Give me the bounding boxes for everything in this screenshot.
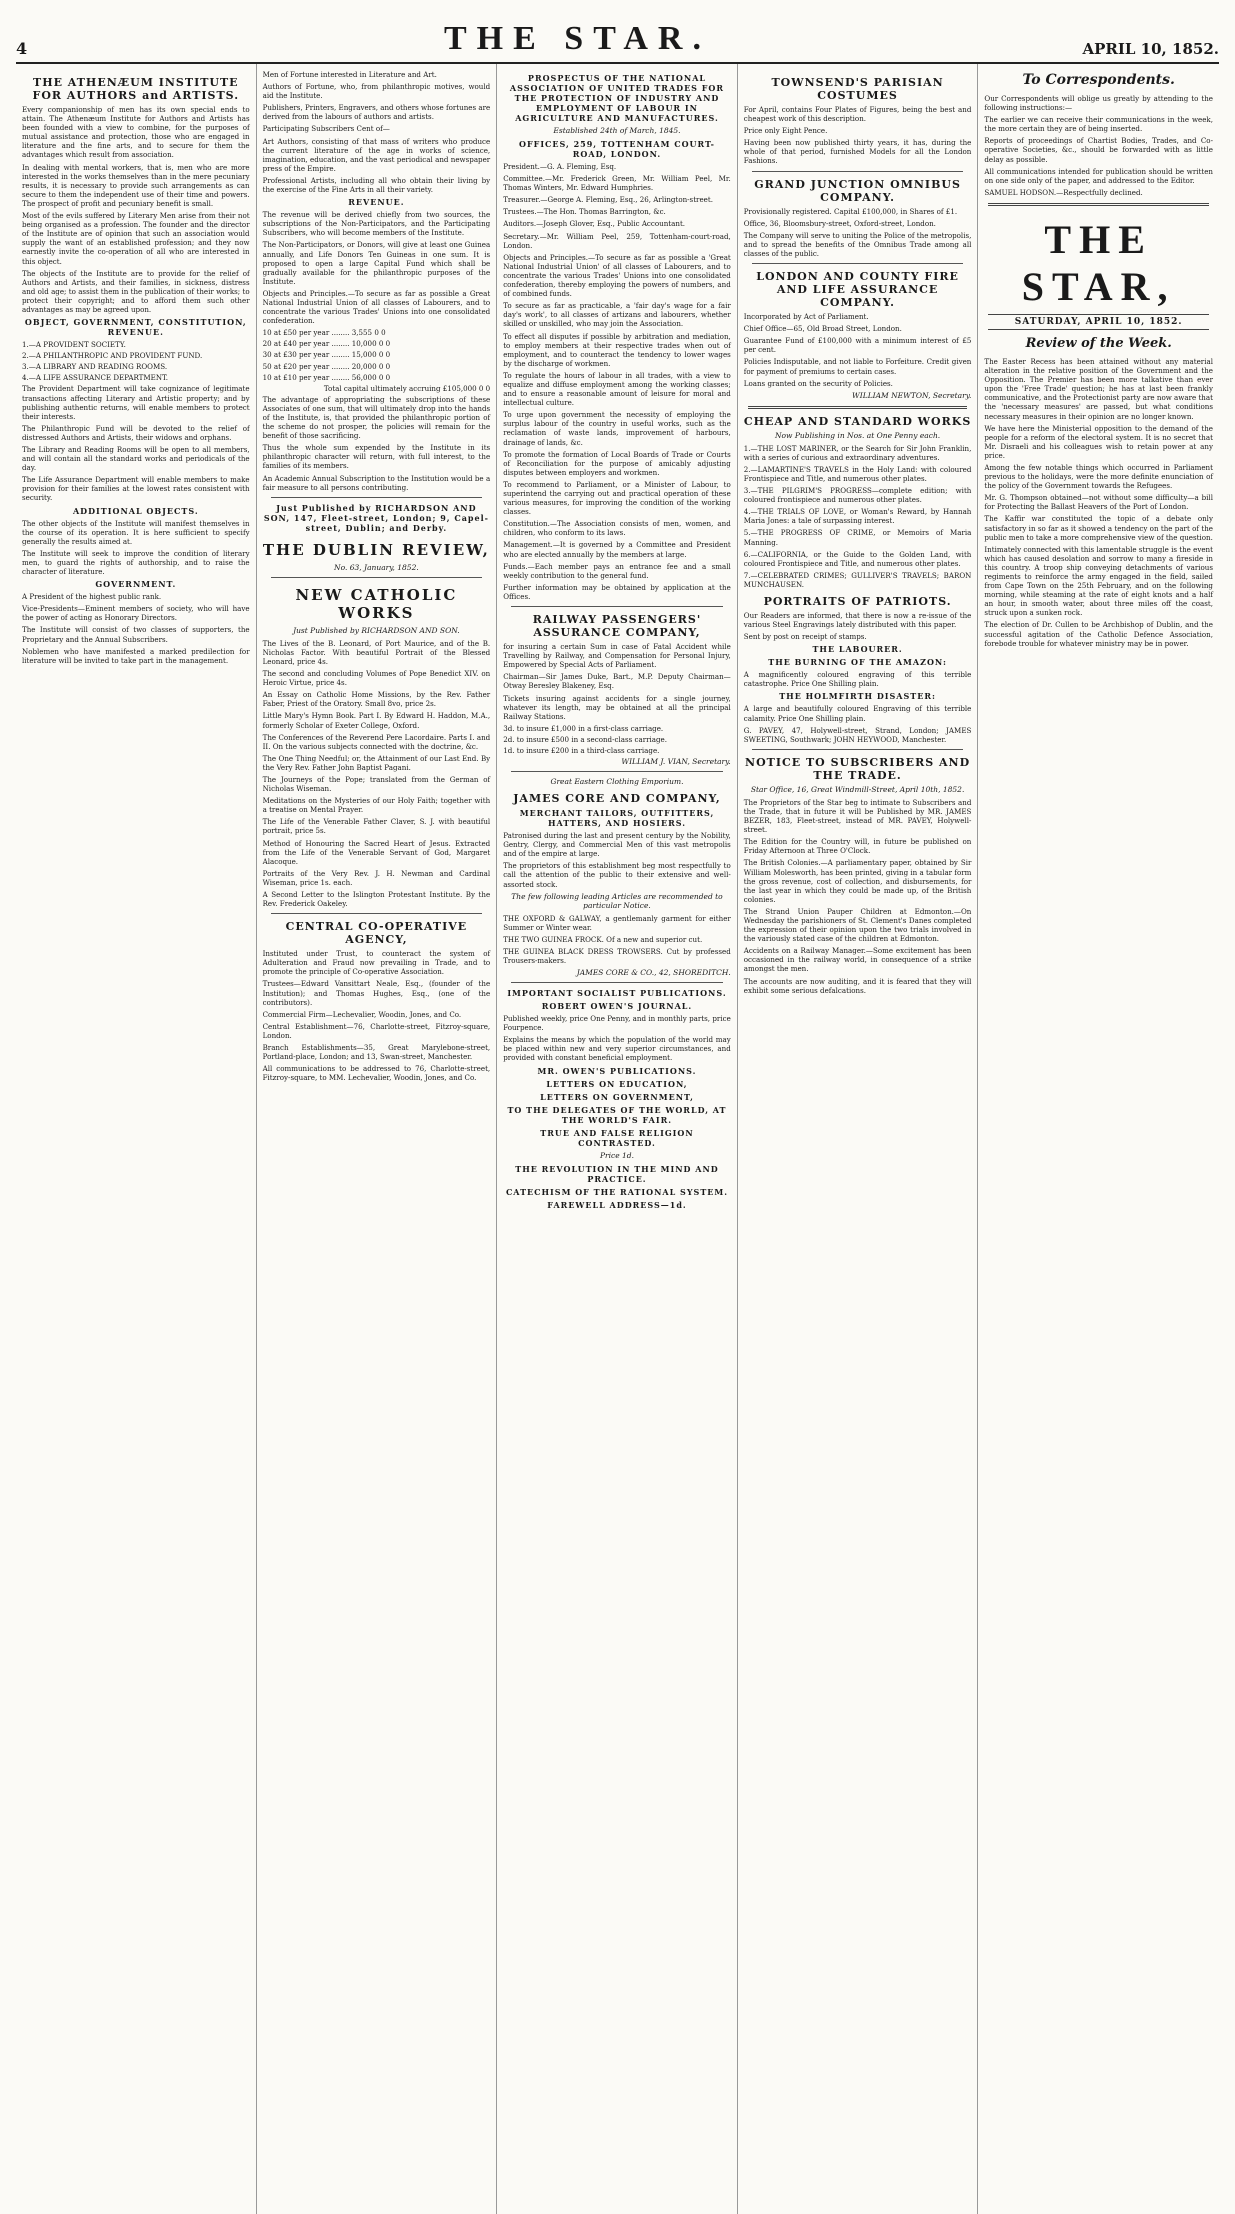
holmfirth-heading: THE HOLMFIRTH DISASTER:	[779, 691, 936, 702]
prospectus-para: To secure as far as practicable, a 'fair day's wage for a fair day's work', to all classes of artizans and labourers, whether skilled or unskilled, who may join the Association.	[503, 301, 731, 329]
james-sub: MERCHANT TAILORS, OUTFITTERS, HATTERS, AND HOSIERS.	[519, 808, 715, 829]
portraits-para: Sent by post on receipt of stamps.	[743, 632, 867, 642]
london-para: Chief Office—65, Old Broad Street, London.	[743, 324, 902, 334]
review-para: The Easter Recess has been attained without any material alteration in the relative position of the Government and the Opposition. The Premier has been more talkative than ever upon the 'Free Trade' question; he has at last been frankly communicative, and the Protectionist party are now aware that the 'necessary measures' are passed, but what conditions necessary measures in their opinion are no longer known.	[984, 356, 1213, 421]
column-5	[978, 64, 1219, 2214]
cheap-item: 2.—LAMARTINE'S TRAVELS in the Holy Land: with coloured Frontispiece and Title, and numerous other plates.	[743, 464, 972, 483]
catholic-item: The Life of the Venerable Father Claver, S. J. with beautiful portrait, price 5s.	[262, 817, 491, 836]
catholic-heading: NEW CATHOLIC WORKS	[295, 585, 458, 622]
catholic-item: An Essay on Catholic Home Missions, by the Rev. Father Faber, Priest of the Oratory. Small 8vo, price 2s.	[262, 690, 491, 709]
revenue-para: The revenue will be derived chiefly from two sources, the subscriptions of the Non-Participators, and the Participating Subscribers, who will become members of the Institute.	[262, 210, 491, 238]
revenue-para: The Non-Participators, or Donors, will give at least one Guinea annually, and Life Donors Ten Guineas in one sum. It is proposed to open a large Capital Fund which shall be gradually available for the philanthropic purposes of the Institute.	[262, 240, 491, 286]
objects-para: The Philanthropic Fund will be devoted to the relief of distressed Authors and Artists, their widows and orphans.	[22, 423, 250, 442]
central-para: Commercial Firm—Lechevalier, Woodin, Jones, and Co.	[262, 1009, 462, 1019]
objects-para: The Provident Department will take cognizance of legitimate transactions affecting Literary and Artistic property; and by publishing authentic returns, will enable members to protect their interests.	[22, 384, 250, 421]
intro-para: Art Authors, consisting of that mass of writers who produce the current literature of the age in works of science, imagination, education, and the vast periodical and newspaper press of the Empire.	[262, 136, 491, 173]
benefits-para: Thus the whole sum expended by the Institute in its philanthropic character will return, with full interest, to the families of its members.	[262, 443, 491, 471]
townsend-para: For April, contains Four Plates of Figures, being the best and cheapest work of this description.	[743, 105, 972, 124]
star-title: THE STAR,	[1021, 216, 1176, 309]
correspondents-para: Reports of proceedings of Chartist Bodies, Trades, and Co-operative Societies, &c., should be forwarded with as little delay as possible.	[984, 136, 1213, 164]
dublin-review-sub: No. 63, January, 1852.	[334, 562, 419, 572]
intro-para: Authors of Fortune, who, from philanthropic motives, would aid the Institute.	[262, 82, 491, 101]
prospectus-para: To recommend to Parliament, or a Minister of Labour, to superintend the carrying out and practical operation of these various measures, for improving the condition of the working classes.	[503, 479, 731, 517]
table-total: £105,000 0 0	[442, 383, 491, 393]
officer: Auditors.—Joseph Glover, Esq., Public Accountant.	[503, 219, 686, 229]
cheap-item: 5.—THE PROGRESS OF CRIME, or Memoirs of Maria Manning.	[743, 528, 972, 547]
railway-rate: 1d. to insure £200 in a third-class carriage.	[503, 745, 660, 755]
townsend-heading: TOWNSEND'S PARISIAN COSTUMES	[771, 76, 944, 102]
london-para: Policies Indisputable, and not liable to Forfeiture. Credit given for payment of premiums to certain cases.	[743, 357, 972, 376]
masthead-title: THE STAR.	[444, 20, 711, 57]
table-total-label: Total capital ultimately accruing	[323, 383, 441, 393]
additional-para: The other objects of the Institute will manifest themselves in the course of its operation. It is here sufficient to specify generally the results aimed at.	[22, 518, 250, 546]
omnibus-para: Provisionally registered. Capital £100,000, in Shares of £1.	[743, 206, 958, 216]
objects-item: 4.—A LIFE ASSURANCE DEPARTMENT.	[22, 373, 168, 383]
prospectus-para: To regulate the hours of labour in all trades, with a view to equalize and diffuse employment among the working classes; and to ensure a reasonable amount of leisure for moral and intellectual culture.	[503, 370, 731, 408]
railway-rate: 2d. to insure £500 in a second-class carriage.	[503, 734, 667, 744]
additional-para: The Institute will seek to improve the condition of literary men, to guard the rights of authorship, and to raise the character of literature.	[22, 548, 250, 577]
cheap-item: 7.—CELEBRATED CRIMES; GULLIVER'S TRAVELS; BARON MUNCHAUSEN.	[743, 570, 972, 589]
offices: OFFICES, 259, TOTTENHAM COURT-ROAD, LONDON.	[518, 139, 715, 159]
officer: Committee.—Mr. Frederick Green, Mr. William Peel, Mr. Thomas Winters, Mr. Edward Humphries.	[503, 174, 731, 193]
constitution-para: Further information may be obtained by application at the Offices.	[503, 582, 731, 601]
athenaeum-para: Most of the evils suffered by Literary Men arise from their not being organised as a profession. The founder and the director of the Institute are of opinion that such an association would supply the want of an established profession; and they now earnestly invite the co-operation of all who are interested in this object.	[22, 211, 250, 266]
railway-para: Chairman—Sir James Duke, Bart., M.P. Deputy Chairman—Otway Beresley Blakeney, Esq.	[503, 672, 731, 691]
table-row: 30 at £30 per year ........ 15,000 0 0	[262, 350, 391, 360]
catholic-item: Meditations on the Mysteries of our Holy Faith; together with a treatise on Mental Prayer.	[262, 796, 491, 815]
james-para: The proprietors of this establishment beg most respectfully to call the attention of the public to their extensive and well-assorted stock.	[503, 861, 731, 889]
labourer-heading: THE LABOURER.	[812, 644, 903, 655]
intro-para: Publishers, Printers, Engravers, and others whose fortunes are derived from the labours of authors and artists.	[262, 103, 491, 122]
portraits-para: Our Readers are informed, that there is now a re-issue of the various Steel Engravings lately distributed with this paper.	[743, 611, 972, 630]
column-3	[497, 64, 738, 2214]
price: Price 1d.	[599, 1150, 634, 1160]
notice-heading: Just Published by RICHARDSON AND SON, 147, Fleet-street, London; 9, Capel-street, Dublin; and Derby.	[263, 502, 489, 533]
publications-heading: MR. OWEN'S PUBLICATIONS.	[537, 1065, 697, 1076]
cheap-item: 1.—THE LOST MARINER, or the Search for Sir John Franklin, with a series of curious and extraordinary adventures.	[743, 443, 972, 462]
london-para: Loans granted on the security of Policies.	[743, 378, 893, 388]
james-heading: JAMES CORE AND COMPANY,	[513, 792, 721, 806]
government-para: The Institute will consist of two classes of supporters, the Proprietary and the Annual Subscribers.	[22, 625, 250, 644]
divider	[511, 771, 723, 772]
objects-para: The Life Assurance Department will enable members to make provision for their families at the lowest rates consistent with security.	[22, 475, 250, 503]
constitution-para: Constitution.—The Association consists of men, women, and children, who conform to its laws.	[503, 519, 731, 538]
objects-item: 2.—A PHILANTHROPIC AND PROVIDENT FUND.	[22, 351, 203, 361]
notice-para: The Edition for the Country will, in future be published on Friday Afternoon at Three O'Clock.	[743, 837, 972, 856]
prospectus-para: To effect all disputes if possible by arbitration and mediation, to employ members at their respective trades when out of employment, and to counteract the tendency to lower wages by the discharge of workmen.	[503, 331, 731, 368]
government-para: Noblemen who have manifested a marked predilection for literature will be invited to take part in the management.	[22, 646, 250, 665]
cheap-item: 6.—CALIFORNIA, or the Guide to the Golden Land, with coloured Frontispiece and Title, and numerous other plates.	[743, 549, 972, 568]
athenaeum-heading: THE ATHENÆUM INSTITUTE FOR AUTHORS and ARTISTS.	[32, 76, 240, 102]
railway-para: for insuring a certain Sum in case of Fatal Accident while Travelling by Railway, and Compensation for Personal Injury, Empowered by Special Acts of Parliament.	[503, 642, 731, 670]
prospectus-para: To promote the formation of Local Boards of Trade or Courts of Reconciliation for the purpose of amicably adjusting disputes between employers and workmen.	[503, 449, 731, 477]
following-item: THE TWO GUINEA FROCK. Of a new and superior cut.	[503, 934, 703, 944]
review-para: The Kaffir war constituted the topic of a debate only satisfactory in so far as it showed a tendency on the part of the public men to take a more comprehensive view of the question.	[984, 514, 1213, 542]
review-heading: Review of the Week.	[1025, 335, 1172, 351]
railway-rate: 3d. to insure £1,000 in a first-class carriage.	[503, 723, 664, 733]
review-para: Among the few notable things which occurred in Parliament previous to the holidays, were the more definite enunciation of the policy of the Government towards the Refugees.	[984, 462, 1213, 491]
london-para: Incorporated by Act of Parliament.	[743, 312, 869, 322]
catholic-item: Portraits of the Very Rev. J. H. Newman and Cardinal Wiseman, price 1s. each.	[262, 868, 491, 887]
correspondents-para: The earlier we can receive their communications in the week, the more certain they are of being inserted.	[984, 115, 1213, 134]
intro-para: Men of Fortune interested in Literature and Art.	[262, 70, 437, 79]
central-para: Instituted under Trust, to counteract the system of Adulteration and Fraud now prevailing in Trade, and to promote the principle of Co-operative Association.	[262, 949, 491, 977]
athenaeum-para: The objects of the Institute are to provide for the relief of Authors and Artists, and their families, in sickness, distress and old age; to assist them in the publication of their works; to protect their copyright; and to afford them such other advantages as may be agreed upon.	[22, 268, 250, 314]
central-heading: CENTRAL CO-OPERATIVE AGENCY,	[285, 920, 468, 947]
divider	[748, 406, 968, 409]
officer: President.—G. A. Fleming, Esq.	[503, 162, 617, 171]
correspondents-para: Our Correspondents will oblige us greatly by attending to the following instructions:—	[984, 94, 1213, 113]
holmfirth-para: A large and beautifully coloured Engraving of this terrible calamity. Price One Shilling plain.	[743, 704, 972, 723]
true-false-heading: TRUE AND FALSE RELIGION CONTRASTED.	[540, 1127, 694, 1148]
correspondents-heading: To Correspondents.	[1022, 72, 1175, 88]
pavey-para: G. PAVEY, 47, Holywell-street, Strand, London; JAMES SWEETING, Southwark; JOHN HEYWOOD, Manchester.	[743, 725, 972, 744]
amazon-heading: THE BURNING OF THE AMAZON:	[768, 657, 947, 668]
revenue-heading: REVENUE.	[348, 197, 405, 208]
divider	[271, 577, 483, 578]
athenaeum-para: In dealing with mental workers, that is, men who are more interested in the works themselves than in the mere pecuniary results, it is necessary to provide such arrangements as can secure to them the independent use of their time and powers. The prospect of profit and pecuniary benefit is small.	[22, 162, 250, 208]
officer: Trustees.—The Hon. Thomas Barrington, &c.	[503, 207, 666, 217]
government-para: A President of the highest public rank.	[22, 592, 162, 602]
star-date: SATURDAY, APRIL 10, 1852.	[988, 314, 1209, 330]
cheap-heading: CHEAP AND STANDARD WORKS	[743, 414, 972, 428]
catholic-item: The One Thing Needful; or, the Attainment of our Last End. By the Very Rev. Father John Baptist Pagani.	[262, 753, 491, 772]
notice-para: The British Colonies.—A parliamentary paper, obtained by Sir William Molesworth, has been printed, giving in a tabular form the gross revenue, cost of collection, and disbursements, for the last year in which they could be made up, of the British colonies.	[743, 858, 972, 904]
masthead-date: APRIL 10, 1852.	[1082, 40, 1219, 58]
important-heading: IMPORTANT SOCIALIST PUBLICATIONS.	[507, 988, 727, 999]
catholic-item: The Journeys of the Pope; translated from the German of Nicholas Wiseman.	[262, 774, 491, 794]
correspondents-para: All communications intended for publication should be written on one side only of the paper, and addressed to the Editor.	[984, 166, 1213, 185]
benefits-para: An Academic Annual Subscription to the Institution would be a fair measure to all persons contributing.	[262, 473, 491, 492]
objects-para: The Library and Reading Rooms will be open to all members, and will contain all the standard works and periodicals of the day.	[22, 445, 250, 473]
omnibus-heading: GRAND JUNCTION OMNIBUS COMPANY.	[754, 177, 961, 204]
constitution-para: Management.—It is governed by a Committee and President who are elected annually by the members at large.	[503, 540, 731, 559]
notice-para: The Strand Union Pauper Children at Edmonton.—On Wednesday the parishioners of St. Clement's Danes completed the expression of their opinion upon the two trials involved in the variously stated case of the children at Edmonton.	[743, 906, 972, 944]
notice-para: The accounts are now auditing, and it is feared that they will exhibit some serious defalcations.	[743, 976, 972, 995]
cheap-item: 4.—THE TRIALS OF LOVE, or Woman's Reward, by Hannah Maria Jones: a tale of surpassing interest.	[743, 507, 972, 526]
following-heading: The few following leading Articles are recommended to particular Notice.	[511, 891, 723, 910]
cheap-sub: Now Publishing in Nos. at One Penny each.	[774, 430, 941, 440]
omnibus-para: Office, 36, Bloomsbury-street, Oxford-street, London.	[743, 218, 936, 228]
review-para: Intimately connected with this lamentable struggle is the event which has caused desolation and sorrow to many a fireside in this country. A troop ship conveying detachments of various regiments to reinforce the army engaged in the field, sailed from Cape Town on the 25th February, and on the following morning, while steaming at the rate of eight knots and a half an hour, in smooth water, about three miles off the coast, struck upon a sunken rock.	[984, 544, 1213, 618]
central-para: All communications to be addressed to 76, Charlotte-street, Fitzroy-square, to MM. Lechevalier, Woodin, Jones, and Co.	[262, 1064, 491, 1083]
revenue-para: Objects and Principles.—To secure as far as possible a Great National Industrial Union of all classes of Labourers, and to concentrate the various Trades' Unions into one consolidated confederation.	[262, 288, 491, 326]
catholic-item: The Conferences of the Reverend Pere Lacordaire. Parts I. and II. On the various subjects connected with the doctrine, &c.	[262, 732, 491, 751]
townsend-para: Having been now published thirty years, it has, during the whole of that period, furnished Models for all the London Fashions.	[743, 138, 972, 166]
james-para: Patronised during the last and present century by the Nobility, Gentry, Clergy, and Commercial Men of this vast metropolis and of the empire at large.	[503, 831, 731, 859]
officer: Treasurer.—George A. Fleming, Esq., 26, Arlington-street.	[503, 195, 713, 205]
owen-para: Published weekly, price One Penny, and in monthly parts, price Fourpence.	[503, 1014, 731, 1033]
prospectus-para: Objects and Principles.—To secure as far as possible a 'Great National Industrial Union' of all classes of Labourers, and to concentrate the various Trades' Unions into one consolidated confederation, thereby employing the powers of numbers, and of combined funds.	[503, 252, 731, 299]
central-para: Trustees—Edward Vansittart Neale, Esq., (founder of the Institution); and Thomas Hughes, Esq., (one of the contributors).	[262, 979, 491, 1007]
column-4	[738, 64, 979, 2214]
divider	[988, 203, 1209, 206]
farewell-heading: FAREWELL ADDRESS—1d.	[547, 1199, 687, 1210]
catholic-item: Little Mary's Hymn Book. Part I. By Edward H. Haddon, M.A., formerly Scholar of Exeter College, Oxford.	[262, 711, 491, 730]
government-heading: GOVERNMENT.	[95, 579, 177, 590]
table-row: 20 at £40 per year ........ 10,000 0 0	[262, 339, 391, 349]
james-signature: JAMES CORE & CO., 42, SHOREDITCH.	[576, 968, 731, 978]
divider	[511, 606, 723, 607]
objects-item: 3.—A LIBRARY AND READING ROOMS.	[22, 362, 168, 372]
divider	[271, 497, 483, 498]
divider	[752, 263, 964, 264]
london-signature: WILLIAM NEWTON, Secretary.	[852, 390, 972, 400]
benefits-para: The advantage of appropriating the subscriptions of these Associates of one sum, that will ultimately drop into the hands of the Institute, is, that provided the philanthropic portion of the scheme do not prosper, the policies will remain for the benefit of those sacrificing.	[262, 394, 491, 441]
railway-para: Tickets insuring against accidents for a single journey, whatever its length, may be obtained at all the principal Railway Stations.	[503, 693, 731, 721]
divider	[752, 171, 964, 172]
intro-para: Professional Artists, including all who obtain their living by the exercise of the Fine Arts in all their variety.	[262, 175, 491, 195]
correspondents-signature: SAMUEL HODSON.—Respectfully declined.	[984, 187, 1143, 197]
prospectus-para: To urge upon government the necessity of employing the surplus labour of the country in useful works, such as the reclamation of waste lands, improvement of harbours, drainage of lands, &c.	[503, 410, 731, 447]
central-para: Central Establishment—76, Charlotte-street, Fitzroy-square, London.	[262, 1021, 491, 1040]
prospectus-heading: PROSPECTUS OF THE NATIONAL ASSOCIATION OF UNITED TRADES FOR THE PROTECTION OF INDUSTRY AND EMPLOYMENT OF LABOUR IN AGRICULTURE AND MANUFACTURES.	[509, 73, 725, 123]
catholic-item: A Second Letter to the Islington Protestant Institute. By the Rev. Frederick Oakeley.	[262, 890, 491, 909]
column-1	[16, 64, 257, 2214]
letters2-heading: LETTERS ON GOVERNMENT,	[540, 1091, 694, 1102]
objects-item: 1.—A PROVIDENT SOCIETY.	[22, 340, 126, 350]
catechism-heading: CATECHISM OF THE RATIONAL SYSTEM.	[505, 1186, 729, 1197]
omnibus-para: The Company will serve to uniting the Police of the metropolis, and to spread the benefits of the Omnibus Trade among all classes of the public.	[743, 230, 972, 258]
following-item: THE OXFORD & GALWAY, a gentlemanly garment for either Summer or Winter wear.	[503, 913, 731, 932]
notice-para: Accidents on a Railway Manager.—Some excitement has been occasioned in the railway world, in consequence of a strike amongst the men.	[743, 946, 972, 974]
divider	[752, 749, 964, 750]
additional-heading: ADDITIONAL OBJECTS.	[72, 505, 199, 516]
review-para: The election of Dr. Cullen to be Archbishop of Dublin, and the successful agitation of the Catholic Defence Association, forebode trouble for whatever ministry may be in power.	[984, 620, 1213, 648]
railway-signature: WILLIAM J. VIAN, Secretary.	[621, 757, 731, 767]
catholic-item: Method of Honouring the Sacred Heart of Jesus. Extracted from the Life of the Venerable Servant of God, Margaret Alacoque.	[262, 838, 491, 866]
delegates-heading: TO THE DELEGATES OF THE WORLD, AT THE WORLD'S FAIR.	[507, 1104, 727, 1125]
column-2	[257, 64, 498, 2214]
london-para: Guarantee Fund of £100,000 with a minimum interest of £5 per cent.	[743, 336, 972, 355]
table-row: 50 at £20 per year ........ 20,000 0 0	[262, 361, 391, 371]
owen-para: Explains the means by which the population of the world may be placed within new and very superior circumstances, and provided with constant beneficial employment.	[503, 1035, 731, 1063]
divider	[271, 913, 483, 914]
revolution-heading: THE REVOLUTION IN THE MIND AND PRACTICE.	[515, 1163, 719, 1184]
intro-para: Participating Subscribers Cent of—	[262, 124, 390, 134]
portraits-heading: PORTRAITS OF PATRIOTS.	[763, 595, 952, 608]
objects-heading: OBJECT, GOVERNMENT, CONSTITUTION, REVENUE.	[24, 317, 247, 338]
masthead	[16, 18, 1219, 64]
constitution-para: Funds.—Each member pays an entrance fee and a small weekly contribution to the general fund.	[503, 561, 731, 580]
page-number: 4	[16, 39, 28, 58]
government-para: Vice-Presidents—Eminent members of society, who will have the power of acting as Honorary Directors.	[22, 604, 250, 623]
letters-heading: LETTERS ON EDUCATION,	[546, 1078, 688, 1089]
notice-para: The Proprietors of the Star beg to intimate to Subscribers and the Trade, that in future it will be Published by MR. JAMES BEZER, 183, Fleet-street, instead of MR. PAVEY, Holywell-street.	[743, 797, 972, 835]
table-row: 10 at £10 per year ........ 56,000 0 0	[262, 372, 391, 382]
central-para: Branch Establishments—35, Great Marylebone-street, Portland-place, London; and 13, Swan-street, Manchester.	[262, 1043, 491, 1062]
dublin-review-heading: THE DUBLIN REVIEW,	[262, 540, 490, 559]
officer: Secretary.—Mr. William Peel, 259, Tottenham-court-road, London.	[503, 231, 731, 250]
table-row: 10 at £50 per year ........ 3,555 0 0	[262, 328, 386, 338]
catholic-sub: Just Published by RICHARDSON AND SON.	[293, 625, 460, 635]
established: Established 24th of March, 1845.	[553, 126, 681, 135]
catholic-item: The Lives of the B. Leonard, of Port Maurice, and of the B. Nicholas Factor. With beautiful Portrait of the Blessed Leonard, price 4s.	[262, 638, 491, 666]
review-para: Mr. G. Thompson obtained—not without some difficulty—a bill for Protecting the Ballast Heavers of the Port of London.	[984, 493, 1213, 512]
divider	[511, 982, 723, 983]
catholic-item: The second and concluding Volumes of Pope Benedict XIV. on Heroic Virtue, price 4s.	[262, 669, 491, 688]
review-para: We have here the Ministerial opposition to the demand of the people for a reform of the electoral system. It is no secret that Mr. Disraeli and his colleagues wish to retain power at any price.	[984, 423, 1213, 460]
townsend-para: Price only Eight Pence.	[743, 126, 828, 136]
notice-sub: Star Office, 16, Great Windmill-Street, April 10th, 1852.	[750, 784, 965, 794]
athenaeum-para: Every companionship of men has its own special ends to attain. The Athenæum Institute for Authors and Artists has been founded with a view to combine, for the purposes of mutual assistance and protection, those who are engaged in literature and the fine arts, and to secure for them the advantages which result from association.	[22, 105, 250, 160]
railway-heading: RAILWAY PASSENGERS' ASSURANCE COMPANY,	[532, 613, 702, 640]
notice-heading: NOTICE TO SUBSCRIBERS AND THE TRADE.	[745, 755, 971, 782]
columns	[16, 64, 1219, 2214]
eastern-heading: Great Eastern Clothing Emporium.	[550, 777, 684, 787]
owen-heading: ROBERT OWEN'S JOURNAL.	[541, 1001, 693, 1012]
cheap-item: 3.—THE PILGRIM'S PROGRESS—complete edition; with coloured frontispiece and numerous other plates.	[743, 486, 972, 505]
amazon-para: A magnificently coloured engraving of this terrible catastrophe. Price One Shilling plain.	[743, 670, 972, 689]
following-item: THE GUINEA BLACK DRESS TROWSERS. Cut by professed Trousers-makers.	[503, 946, 731, 965]
london-heading: LONDON AND COUNTY FIRE AND LIFE ASSURANCE COMPANY.	[756, 270, 959, 310]
